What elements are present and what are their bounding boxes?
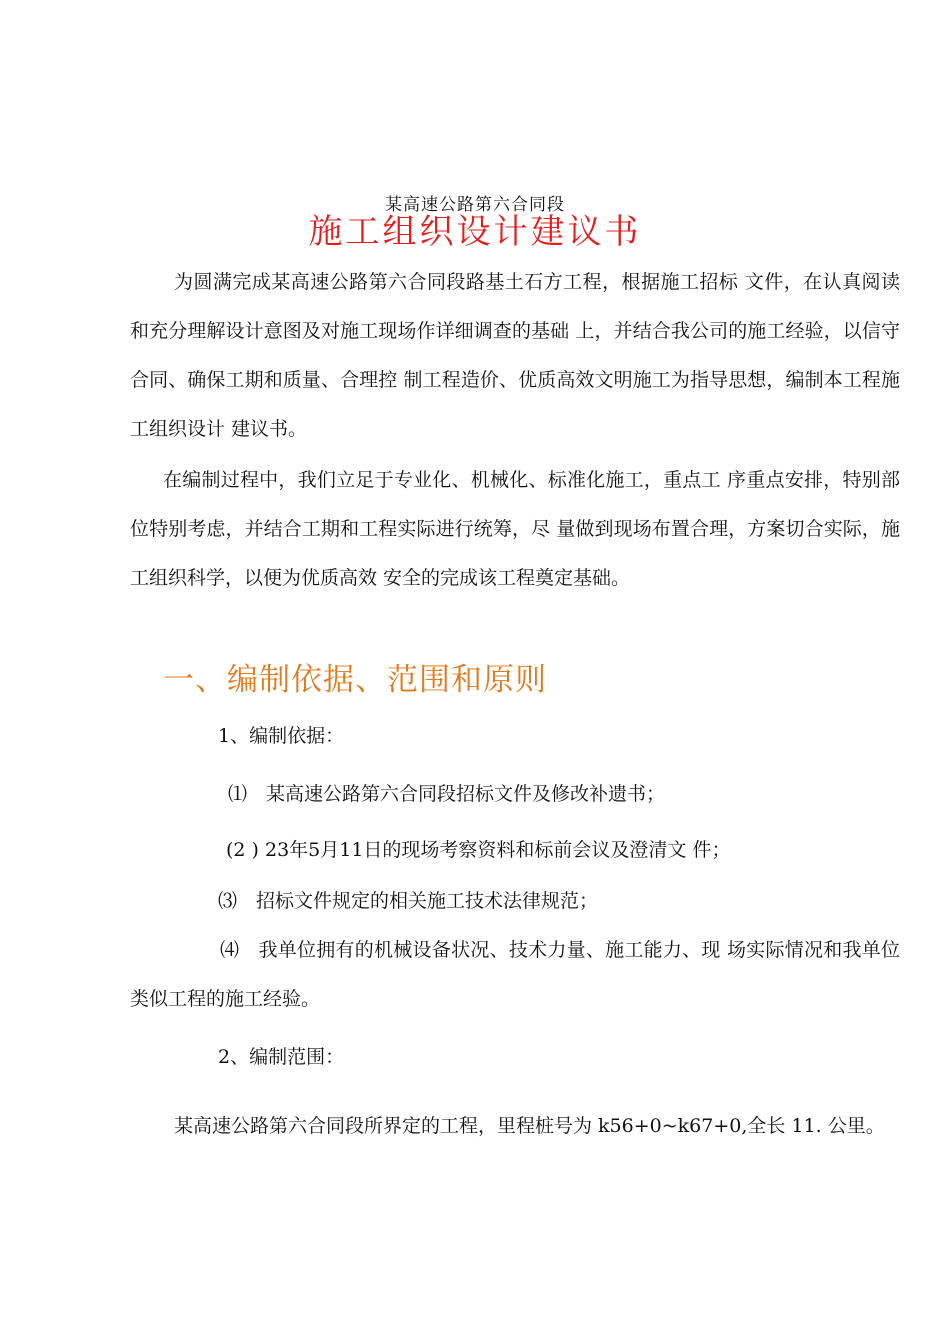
- intro-paragraph-2: 在编制过程中，我们立足于专业化、机械化、标准化施工，重点工 序重点安排，特别部位特别考虑，并结合工期和工程实际进行统筹，尽 量做到现场布置合理，方案切合实际，施工组织科学，以便为优质高效 安全的完成该工程奠定基础。: [130, 469, 900, 589]
- basis-label: 1、编制依据：: [218, 725, 345, 747]
- scope-label: 2、编制范围：: [218, 1046, 345, 1068]
- intro-paragraph-1: 为圆满完成某高速公路第六合同段路基土石方工程，根据施工招标 文件，在认真阅读和充分理解设计意图及对施工现场作详细调查的基础 上，并结合我公司的施工经验，以信守合同、确保工期和质量、合理控 制工程造价、优质高效文明施工为指导思想，编制本工程施工组织设计 建议书。: [130, 271, 900, 440]
- basis-item-4: ⑷ 我单位拥有的机械设备状况、技术力量、施工能力、现 场实际情况和我单位类似工程的施工经验。: [130, 939, 900, 1010]
- basis-item-1: ⑴ 某高速公路第六合同段招标文件及修改补遗书；: [228, 783, 666, 805]
- basis-item-2: (2 ) 23年5月11日的现场考察资料和标前会议及澄清文 件；: [226, 839, 731, 861]
- document-subtitle: 某高速公路第六合同段: [385, 195, 565, 215]
- basis-item-3: ⑶ 招标文件规定的相关施工技术法律规范；: [218, 890, 599, 912]
- document-title: 施工组织设计建议书: [308, 212, 642, 252]
- section-heading: 一、编制依据、范围和原则: [163, 662, 547, 698]
- scope-paragraph: 某高速公路第六合同段所界定的工程，里程桩号为 k56+0~k67+0,全长 11. 公里。: [174, 1115, 885, 1137]
